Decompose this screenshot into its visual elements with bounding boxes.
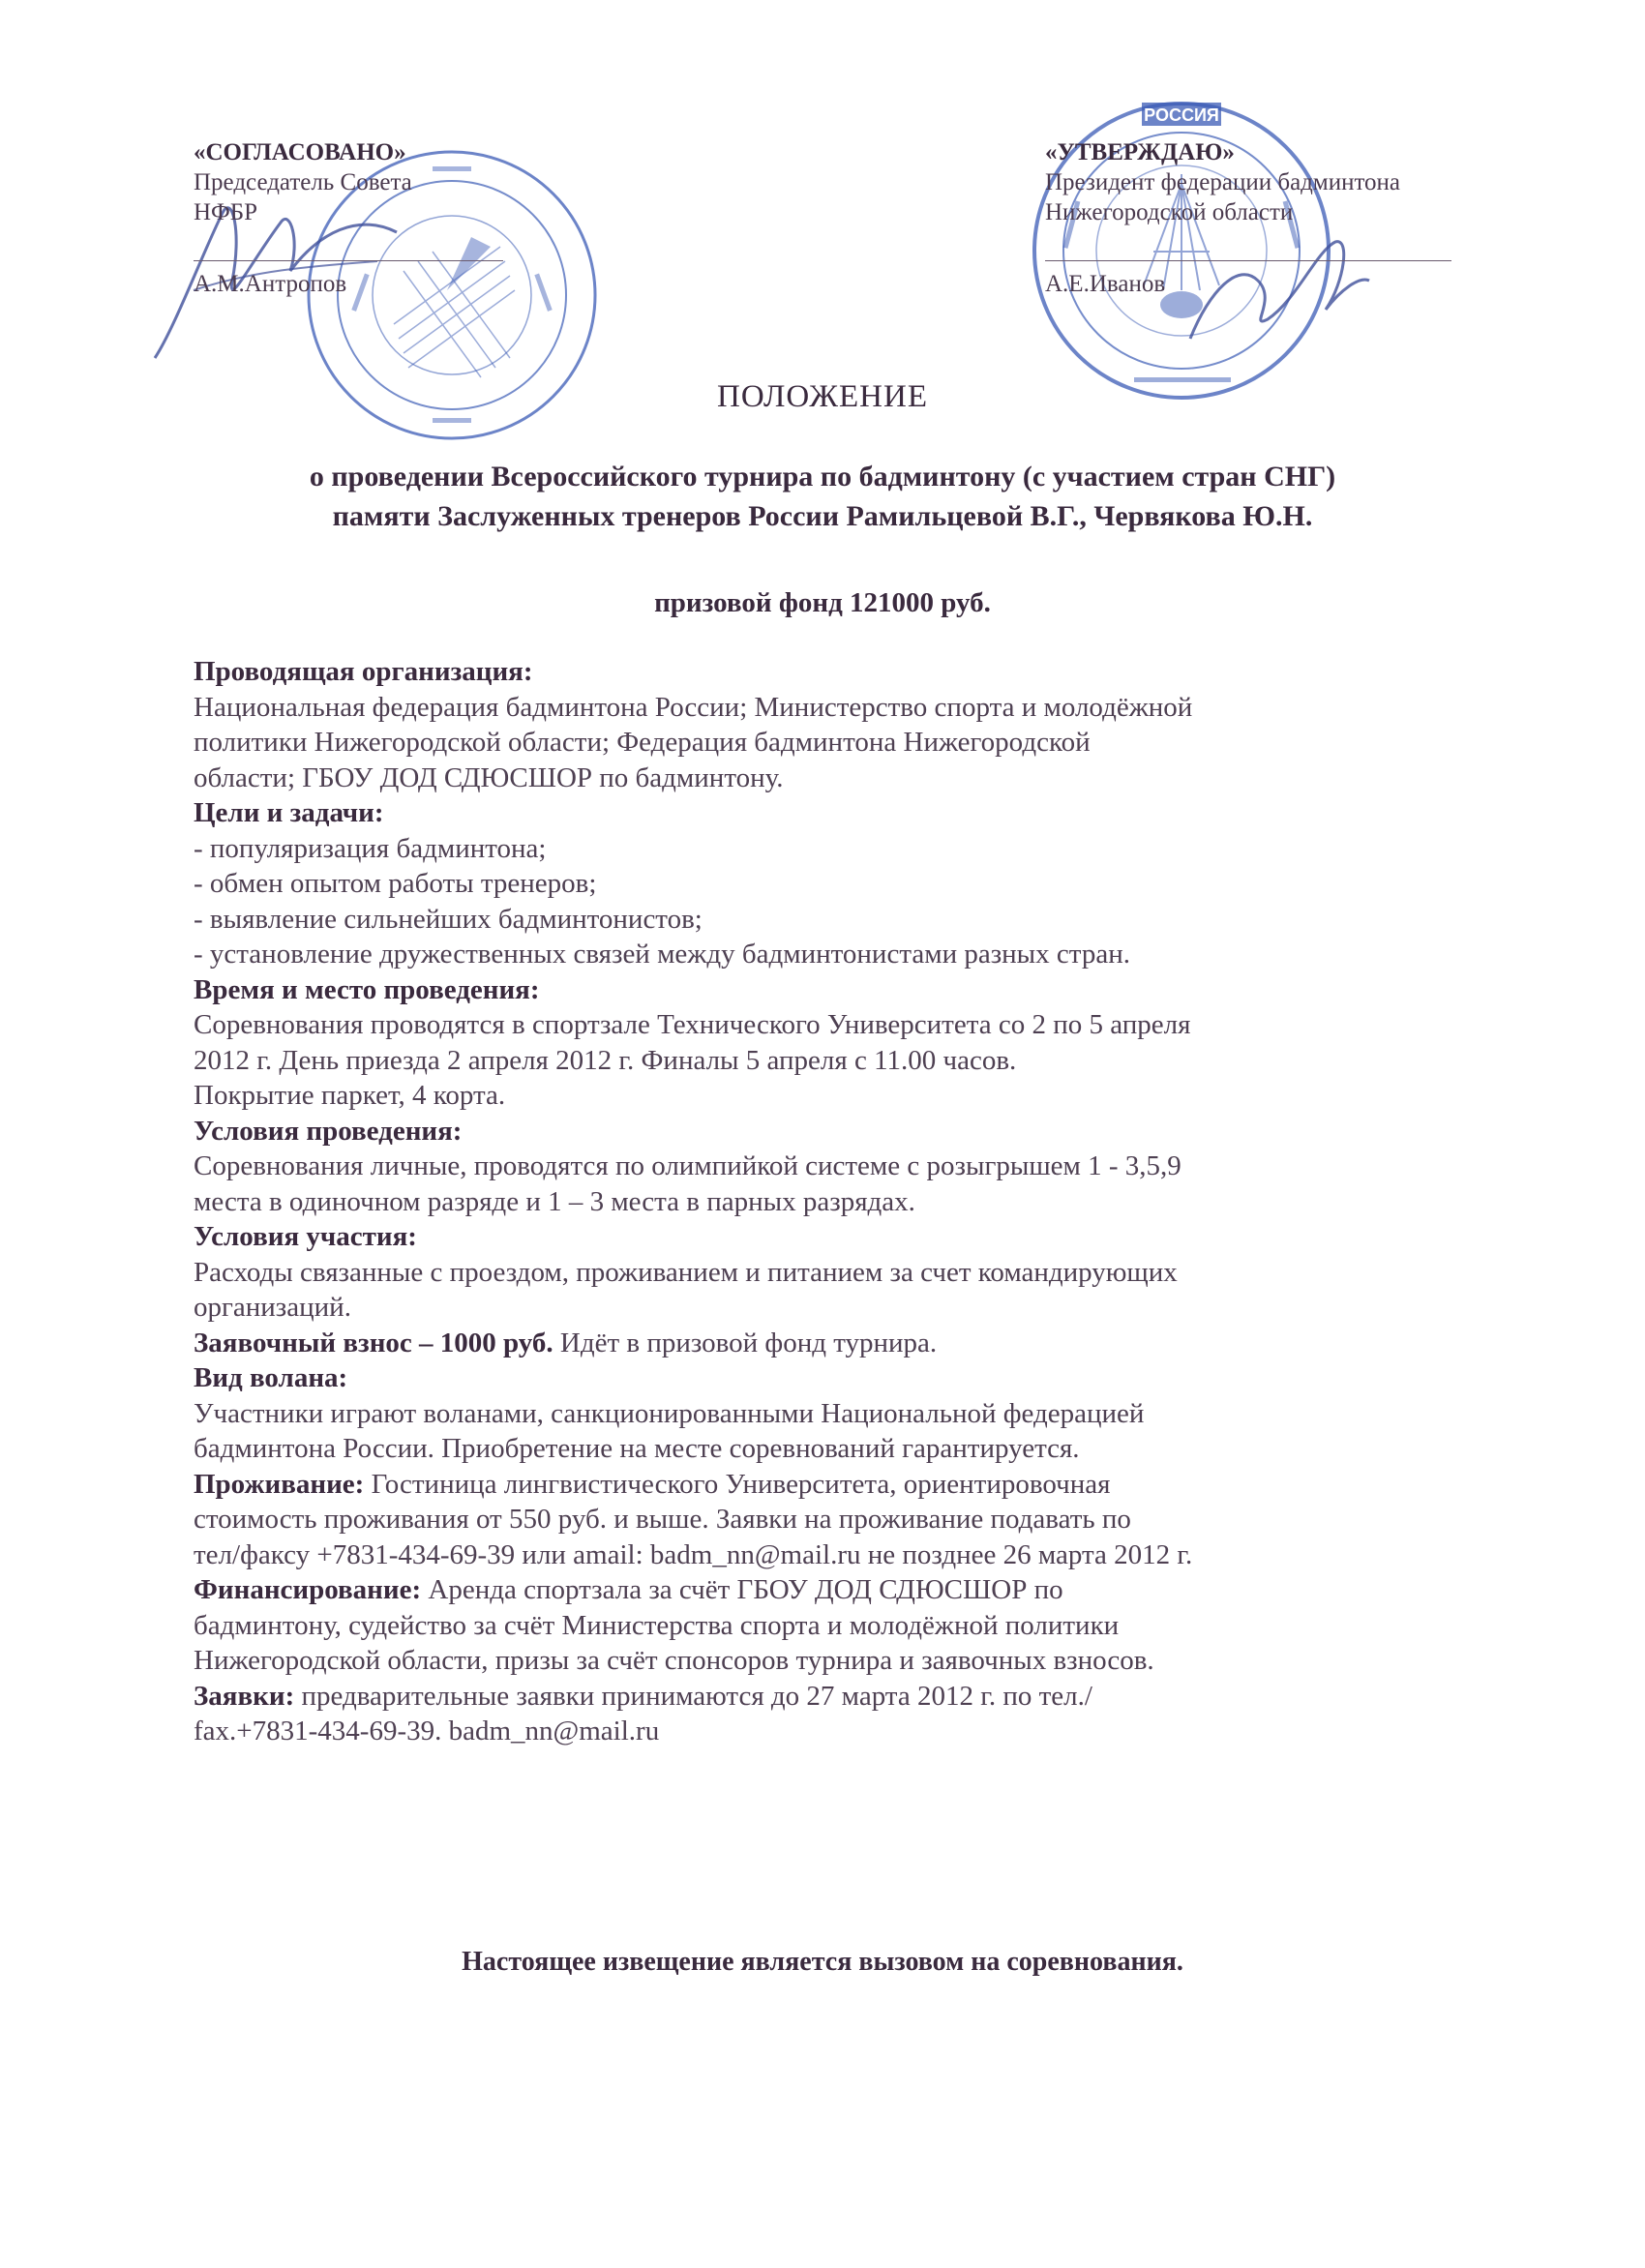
approval-approved-org: Нижегородской области bbox=[1045, 199, 1294, 225]
goal-item: - обмен опытом работы тренеров; bbox=[194, 868, 597, 899]
applications-label: Заявки: bbox=[194, 1680, 295, 1712]
prize-fund: призовой фонд 121000 руб. bbox=[654, 587, 991, 618]
body-line: организаций. bbox=[194, 1292, 351, 1323]
subtitle-line-2: памяти Заслуженных тренеров России Рамильцевой В.Г., Червякова Ю.Н. bbox=[332, 500, 1313, 532]
section-heading-time-place: Время и место проведения: bbox=[194, 973, 540, 1005]
lodging-line bbox=[194, 1467, 1471, 1503]
document-footer: Настоящее извещение является вызовом на соревнования. bbox=[462, 1947, 1183, 1977]
approval-block-agreed bbox=[194, 137, 503, 299]
section-heading-goals: Цели и задачи: bbox=[194, 797, 384, 828]
section-heading-shuttle: Вид волана: bbox=[194, 1362, 348, 1393]
document-subtitle bbox=[145, 457, 1500, 536]
body-line: 2012 г. День приезда 2 апреля 2012 г. Финалы 5 апреля с 11.00 часов. bbox=[194, 1044, 1017, 1076]
approval-approved-name: А.Е.Иванов bbox=[1045, 271, 1166, 297]
body-line: fax.+7831-434-69-39. badm_nn@mail.ru bbox=[194, 1716, 660, 1746]
goal-item: - популяризация бадминтона; bbox=[194, 832, 547, 864]
approval-agreed-heading: «СОГЛАСОВАНО» bbox=[194, 139, 406, 165]
section-heading-participation: Условия участия: bbox=[194, 1221, 417, 1252]
signature-line-right bbox=[1045, 231, 1451, 261]
subtitle-line-1: о проведении Всероссийского турнира по бадминтону (с участием стран СНГ) bbox=[309, 461, 1336, 492]
goal-item: - установление дружественных связей между бадминтонистами разных стран. bbox=[194, 939, 1130, 970]
approval-block-approved bbox=[1045, 137, 1451, 299]
body-line: политики Нижегородской области; Федерация бадминтона Нижегородской bbox=[194, 727, 1091, 758]
body-line: Соревнования личные, проводятся по олимпийкой системе с розыгрышем 1 - 3,5,9 bbox=[194, 1150, 1181, 1181]
approval-agreed-name: А.М.Антропов bbox=[194, 271, 347, 297]
document-title: ПОЛОЖЕНИЕ bbox=[717, 379, 928, 414]
applications-line bbox=[194, 1679, 1471, 1715]
entry-fee-label: Заявочный взнос – 1000 руб. bbox=[194, 1327, 553, 1358]
body-line: Нижегородской области, призы за счёт спонсоров турнира и заявочных взносов. bbox=[194, 1645, 1154, 1676]
document-body bbox=[194, 654, 1471, 1749]
body-line: Соревнования проводятся в спортзале Технического Университета со 2 по 5 апреля bbox=[194, 1009, 1191, 1040]
body-line: тел/факсу +7831-434-69-39 или amail: badm_nn@mail.ru не позднее 26 марта 2012 г. bbox=[194, 1538, 1193, 1570]
lodging-text: Гостиница лингвистического Университета, ориентировочная bbox=[364, 1468, 1111, 1500]
body-line: Национальная федерация бадминтона России; Министерство спорта и молодёжной bbox=[194, 691, 1193, 723]
approval-approved-role: Президент федерации бадминтона bbox=[1045, 169, 1401, 195]
approval-approved-heading: «УТВЕРЖДАЮ» bbox=[1045, 139, 1235, 165]
entry-fee-line bbox=[194, 1326, 1471, 1361]
signature-line-left bbox=[194, 231, 503, 261]
body-line: места в одиночном разряде и 1 – 3 места в парных разрядах. bbox=[194, 1185, 915, 1217]
body-line: Расходы связанные с проездом, проживанием и питанием за счет командирующих bbox=[194, 1256, 1178, 1288]
body-line: бадминтона России. Приобретение на месте соревнований гарантируется. bbox=[194, 1433, 1080, 1464]
goal-item: - выявление сильнейших бадминтонистов; bbox=[194, 903, 703, 935]
lodging-label: Проживание: bbox=[194, 1468, 365, 1500]
approval-agreed-org: НФБР bbox=[194, 199, 258, 225]
body-line: области; ГБОУ ДОД СДЮСШОР по бадминтону. bbox=[194, 761, 784, 793]
finance-label: Финансирование: bbox=[194, 1574, 422, 1605]
applications-text: предварительные заявки принимаются до 27 марта 2012 г. по тел./ bbox=[294, 1680, 1092, 1712]
stamp-right-text: РОССИЯ bbox=[1144, 105, 1219, 125]
approval-agreed-role: Председатель Совета bbox=[194, 169, 412, 195]
section-heading-conditions: Условия проведения: bbox=[194, 1115, 463, 1147]
finance-line bbox=[194, 1572, 1471, 1608]
section-heading-organizer: Проводящая организация: bbox=[194, 656, 533, 687]
entry-fee-text: Идёт в призовой фонд турнира. bbox=[553, 1327, 938, 1358]
body-line: бадминтону, судейство за счёт Министерства спорта и молодёжной политики bbox=[194, 1609, 1120, 1641]
finance-text: Аренда спортзала за счёт ГБОУ ДОД СДЮСШОР по bbox=[421, 1574, 1063, 1605]
body-line: стоимость проживания от 550 руб. и выше. Заявки на проживание подавать по bbox=[194, 1504, 1131, 1535]
body-line: Участники играют воланами, санкционированными Национальной федерацией bbox=[194, 1397, 1145, 1429]
body-line: Покрытие паркет, 4 корта. bbox=[194, 1080, 506, 1111]
